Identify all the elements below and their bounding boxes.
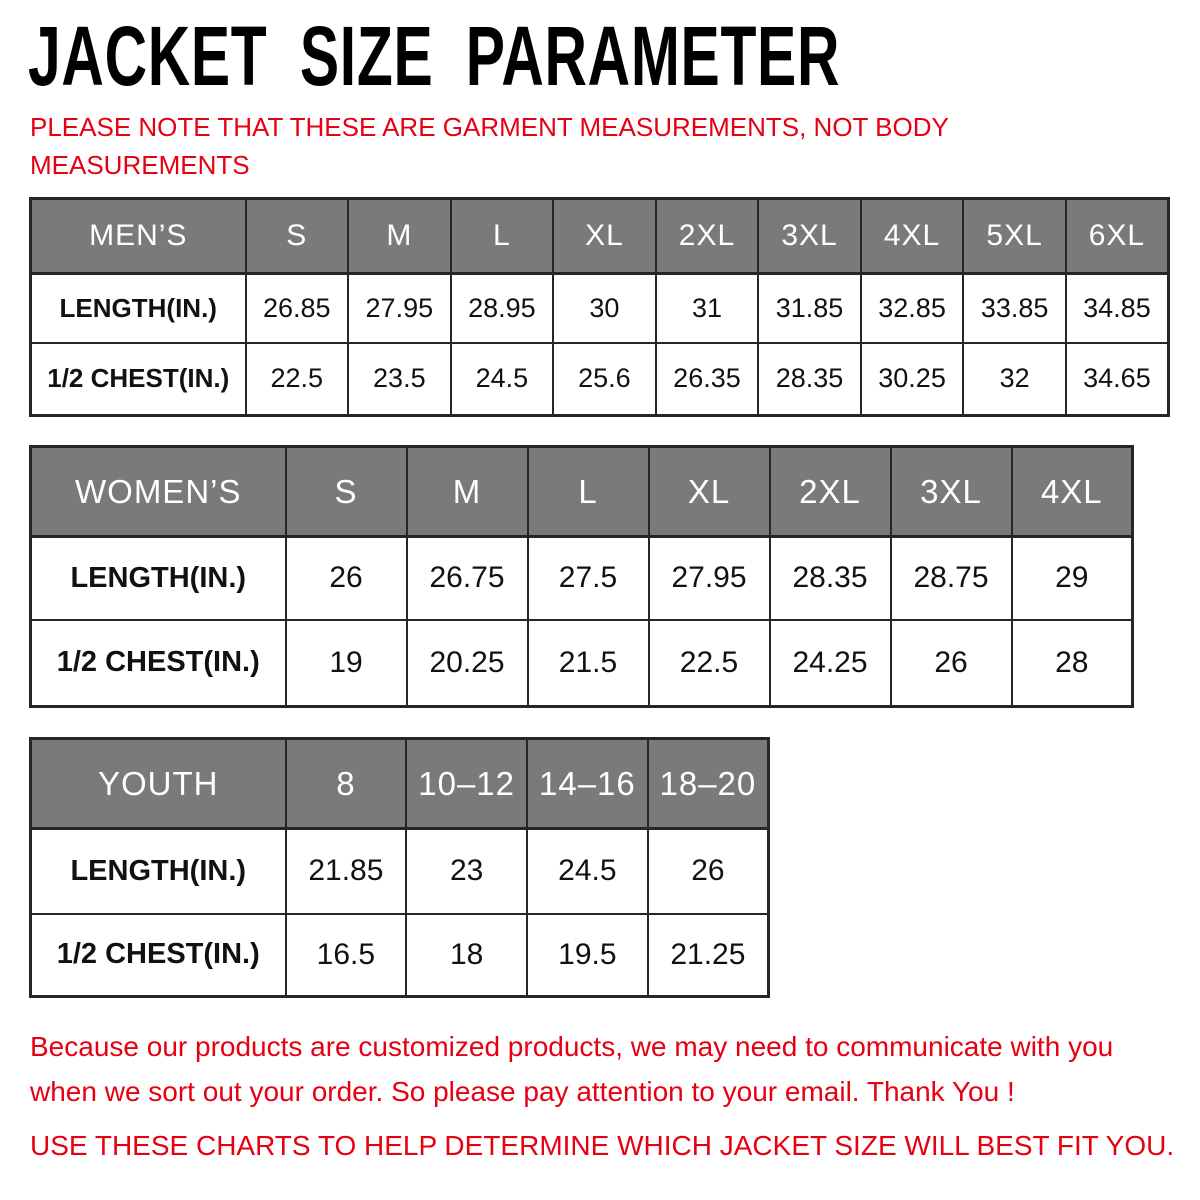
- footer-usage-note: USE THESE CHARTS TO HELP DETERMINE WHICH JACKET SIZE WILL BEST FIT YOU.: [30, 1130, 1175, 1161]
- page-title: JACKET SIZE PARAMETER: [28, 9, 841, 103]
- mens-chest-value: 32: [963, 343, 1066, 416]
- womens-chest-value: 20.25: [407, 620, 528, 707]
- womens-size-header: S: [286, 447, 407, 537]
- youth-header-row: [31, 739, 769, 829]
- youth-chest-value: 19.5: [527, 914, 648, 997]
- garment-measurement-note-line2: MEASUREMENTS: [30, 150, 250, 180]
- womens-chest-label: 1/2 CHEST(IN.): [31, 620, 286, 707]
- mens-size-header: 6XL: [1066, 199, 1169, 274]
- womens-length-value: 27.95: [649, 537, 770, 620]
- mens-length-value: 28.95: [451, 274, 554, 343]
- mens-chest-value: 25.6: [553, 343, 656, 416]
- mens-chest-value: 34.65: [1066, 343, 1169, 416]
- youth-chest-value: 16.5: [286, 914, 407, 997]
- youth-size-header: 8: [286, 739, 407, 829]
- womens-category-header: WOMEN’S: [31, 447, 286, 537]
- womens-size-header: 4XL: [1012, 447, 1133, 537]
- mens-length-value: 27.95: [348, 274, 451, 343]
- garment-measurement-note-line1: PLEASE NOTE THAT THESE ARE GARMENT MEASUREMENTS, NOT BODY: [30, 112, 949, 142]
- womens-size-header: 2XL: [770, 447, 891, 537]
- womens-size-header: XL: [649, 447, 770, 537]
- youth-length-value: 21.85: [286, 829, 407, 914]
- mens-chest-value: 26.35: [656, 343, 759, 416]
- womens-chest-value: 26: [891, 620, 1012, 707]
- womens-chest-value: 24.25: [770, 620, 891, 707]
- mens-length-value: 31.85: [758, 274, 861, 343]
- womens-size-header: 3XL: [891, 447, 1012, 537]
- womens-length-value: 28.35: [770, 537, 891, 620]
- womens-header-row: [31, 447, 1133, 537]
- mens-size-header: L: [451, 199, 554, 274]
- youth-length-row: [31, 829, 769, 914]
- mens-category-header: MEN’S: [31, 199, 246, 274]
- womens-length-value: 27.5: [528, 537, 649, 620]
- mens-size-header: 4XL: [861, 199, 964, 274]
- mens-length-value: 34.85: [1066, 274, 1169, 343]
- mens-chest-value: 30.25: [861, 343, 964, 416]
- youth-chest-value: 21.25: [648, 914, 769, 997]
- mens-length-row: [31, 274, 1169, 343]
- womens-size-table: [29, 445, 1134, 708]
- mens-size-header: 3XL: [758, 199, 861, 274]
- womens-length-row: [31, 537, 1133, 620]
- mens-chest-row: [31, 343, 1169, 416]
- womens-length-value: 26.75: [407, 537, 528, 620]
- womens-chest-value: 21.5: [528, 620, 649, 707]
- mens-chest-label: 1/2 CHEST(IN.): [31, 343, 246, 416]
- mens-size-header: XL: [553, 199, 656, 274]
- mens-length-label: LENGTH(IN.): [31, 274, 246, 343]
- mens-size-header: M: [348, 199, 451, 274]
- womens-chest-value: 19: [286, 620, 407, 707]
- mens-size-header: 2XL: [656, 199, 759, 274]
- mens-chest-value: 28.35: [758, 343, 861, 416]
- youth-chest-label: 1/2 CHEST(IN.): [31, 914, 286, 997]
- youth-chest-value: 18: [406, 914, 527, 997]
- footer-communication-note: [30, 1024, 1113, 1114]
- womens-chest-row: [31, 620, 1133, 707]
- youth-length-value: 24.5: [527, 829, 648, 914]
- womens-length-label: LENGTH(IN.): [31, 537, 286, 620]
- youth-size-header: 18–20: [648, 739, 769, 829]
- footer-communication-line1: Because our products are customized products, we may need to communicate with you: [30, 1031, 1114, 1062]
- mens-chest-value: 23.5: [348, 343, 451, 416]
- mens-size-header: 5XL: [963, 199, 1066, 274]
- womens-size-header: L: [528, 447, 649, 537]
- womens-length-value: 26: [286, 537, 407, 620]
- womens-chest-value: 28: [1012, 620, 1133, 707]
- youth-size-table: [29, 737, 770, 998]
- youth-length-value: 26: [648, 829, 769, 914]
- mens-chest-value: 24.5: [451, 343, 554, 416]
- youth-size-header: 10–12: [406, 739, 527, 829]
- womens-chest-value: 22.5: [649, 620, 770, 707]
- youth-size-header: 14–16: [527, 739, 648, 829]
- youth-length-value: 23: [406, 829, 527, 914]
- mens-size-table: [29, 197, 1170, 417]
- mens-length-value: 31: [656, 274, 759, 343]
- mens-chest-value: 22.5: [246, 343, 349, 416]
- youth-chest-row: [31, 914, 769, 997]
- mens-length-value: 32.85: [861, 274, 964, 343]
- mens-length-value: 26.85: [246, 274, 349, 343]
- footer-communication-line2: when we sort out your order. So please pay attention to your email. Thank You !: [30, 1076, 1015, 1107]
- mens-length-value: 33.85: [963, 274, 1066, 343]
- womens-length-value: 28.75: [891, 537, 1012, 620]
- garment-measurement-note: [30, 108, 949, 184]
- youth-category-header: YOUTH: [31, 739, 286, 829]
- mens-header-row: [31, 199, 1169, 274]
- womens-length-value: 29: [1012, 537, 1133, 620]
- womens-size-header: M: [407, 447, 528, 537]
- youth-length-label: LENGTH(IN.): [31, 829, 286, 914]
- mens-size-header: S: [246, 199, 349, 274]
- mens-length-value: 30: [553, 274, 656, 343]
